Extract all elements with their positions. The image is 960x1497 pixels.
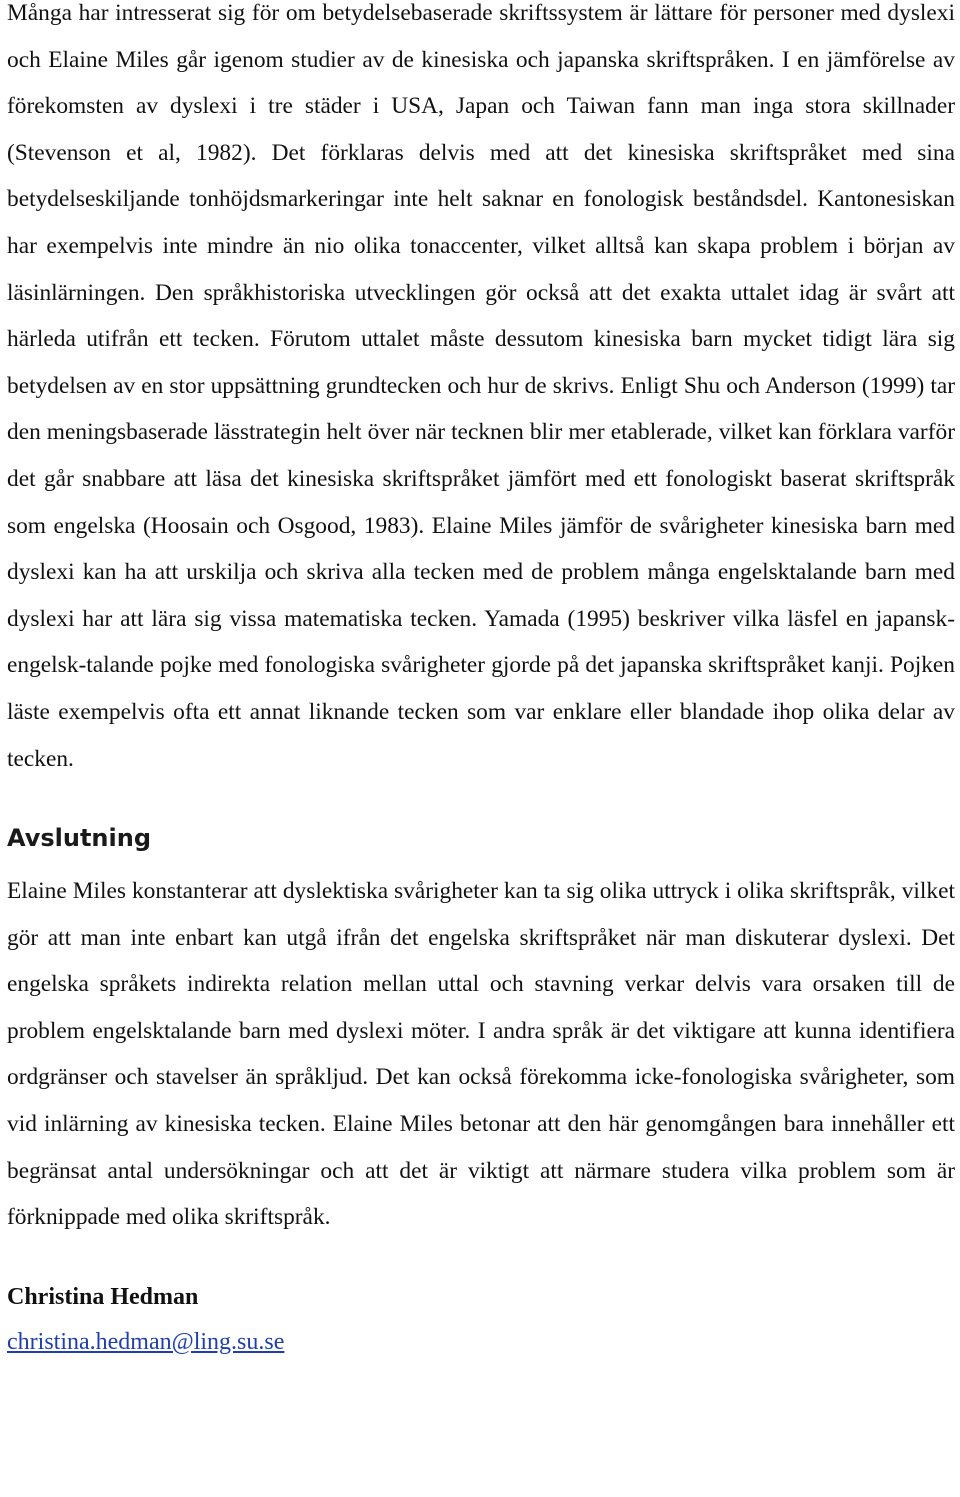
section-heading-avslutning: Avslutning bbox=[7, 824, 152, 853]
author-email-link[interactable]: christina.hedman@ling.su.se bbox=[7, 1328, 285, 1355]
body-paragraph-dyslexia-writing-systems: Många har intresserat sig för om betydelsebaserade skriftssystem är lättare för personer med dyslexi och Elaine Miles går igenom studier av de kinesiska och japanska skriftspråken. I en jämförelse av förekomsten av dyslexi i tre städer i USA, Japan och Taiwan fann man inga stora skillnader (Stevenson et al, 1982). Det förklaras delvis med att det kinesiska skriftspråket med sina betydelseskiljande tonhöjdsmarkeringar inte helt saknar en fonologisk beståndsdel. Kantonesiskan har exempelvis inte mindre än nio olika tonaccenter, vilket alltså kan skapa problem i början av läsinlärningen. Den språkhistoriska utvecklingen gör också att det exakta uttalet idag är svårt att härleda utifrån ett tecken. Förutom uttalet måste dessutom kinesiska barn mycket tidigt lära sig betydelsen av en stor uppsättning grundtecken och hur de skrivs. Enligt Shu och Anderson (1999) tar den meningsbaserade lässtrategin helt över när tecknen blir mer etablerade, vilket kan förklara varför det går snabbare att läsa det kinesiska skriftspråket jämfört med ett fonologiskt baserat skriftspråk som engelska (Hoosain och Osgood, 1983). Elaine Miles jämför de svårigheter kinesiska barn med dyslexi kan ha att urskilja och skriva alla tecken med de problem många engelsktalande barn med dyslexi har att lära sig vissa matematiska tecken. Yamada (1995) beskriver vilka läsfel en japansk-engelsk-talande pojke med fonologiska svårigheter gjorde på det japanska skriftspråket kanji. Pojken läste exempelvis ofta ett annat liknande tecken som var enklare eller blandade ihop olika delar av tecken. bbox=[7, 0, 955, 772]
document-page bbox=[7, 0, 955, 1358]
body-paragraph-conclusion: Elaine Miles konstanterar att dyslektiska svårigheter kan ta sig olika uttryck i olika skriftspråk, vilket gör att man inte enbart kan utgå ifrån det engelska skriftspråket när man diskuterar dyslexi. Det engelska språkets indirekta relation mellan uttal och stavning verkar delvis vara orsaken till de problem engelsktalande barn med dyslexi möter. I andra språk är det viktigare att kunna identifiera ordgränser och stavelser än språkljud. Det kan också förekomma icke-fonologiska svårigheter, som vid inlärning av kinesiska tecken. Elaine Miles betonar att den här genomgången bara innehåller ett begränsat antal undersökningar och att det är viktigt att närmare studera vilka problem som är förknippade med olika skriftspråk. bbox=[7, 878, 955, 1231]
author-name: Christina Hedman bbox=[7, 1283, 199, 1310]
